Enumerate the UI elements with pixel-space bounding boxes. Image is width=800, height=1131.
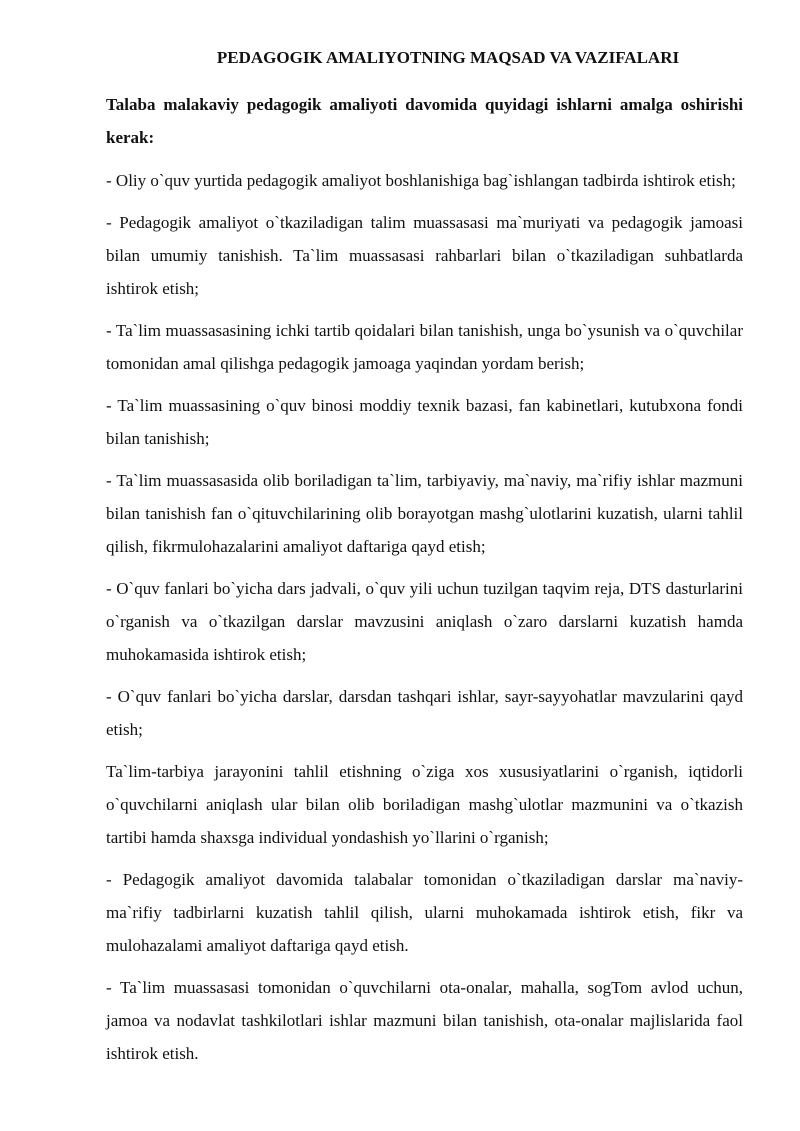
task-paragraph-7: - O`quv fanlari bo`yicha darslar, darsdan tashqari ishlar, sayr-sayyohatlar mavzularini qayd etish;	[106, 687, 743, 739]
task-paragraph-1: - Oliy o`quv yurtida pedagogik amaliyot boshlanishiga bag`ishlangan tadbirda ishtirok etish;	[106, 171, 736, 190]
document-body	[106, 88, 743, 1079]
task-paragraph-3: - Ta`lim muassasasining ichki tartib qoidalari bilan tanishish, unga bo`ysunish va o`quvchilar tomonidan amal qilishga pedagogik jamoaga yaqindan yordam berish;	[106, 321, 743, 373]
task-paragraph-9: - Pedagogik amaliyot davomida talabalar tomonidan o`tkaziladigan darslar ma`naviy-ma`rifiy tadbirlarni kuzatish tahlil qilish, ularni muhokamada ishtirok etish, fikr va mulohazalami amaliyot daftariga qayd etish.	[106, 870, 743, 955]
task-paragraph-5: - Ta`lim muassasasida olib boriladigan ta`lim, tarbiyaviy, ma`naviy, ma`rifiy ishlar mazmuni bilan tanishish fan o`qituvchilarining olib borayotgan mashg`ulotlarini kuzatish, ularni tahlil qilish, fikrmulohazalarini amaliyot daftariga qayd etish;	[106, 471, 743, 556]
task-paragraph-4: - Ta`lim muassasining o`quv binosi moddiy texnik bazasi, fan kabinetlari, kutubxona fondi bilan tanishish;	[106, 396, 743, 448]
page-title: PEDAGOGIK AMALIYOTNING MAQSAD VA VAZIFALARI	[216, 48, 680, 67]
task-paragraph-8: Ta`lim-tarbiya jarayonini tahlil etishning o`ziga xos xususiyatlarini o`rganish, iqtidorli o`quvchilarni aniqlash ular bilan olib boriladigan mashg`ulotlar mazmunini va o`tkazish tartibi hamda shaxsga individual yondashish yo`llarini o`rganish;	[106, 762, 743, 847]
task-paragraph-10: - Ta`lim muassasasi tomonidan o`quvchilarni ota-onalar, mahalla, sogTom avlod uchun, jamoa va nodavlat tashkilotlari ishlar mazmuni bilan tanishish, ota-onalar majlislarida faol ishtirok etish.	[106, 978, 743, 1063]
task-paragraph-6: - O`quv fanlari bo`yicha dars jadvali, o`quv yili uchun tuzilgan taqvim reja, DTS dasturlarini o`rganish va o`tkazilgan darslar mavzusini aniqlash o`zaro darslarni kuzatish hamda muhokamasida ishtirok etish;	[106, 579, 743, 664]
intro-paragraph: Talaba malakaviy pedagogik amaliyoti davomida quyidagi ishlarni amalga oshirishi kerak:	[106, 95, 743, 147]
task-paragraph-2: - Pedagogik amaliyot o`tkaziladigan talim muassasasi ma`muriyati va pedagogik jamoasi bilan umumiy tanishish. Ta`lim muassasasi rahbarlari bilan o`tkaziladigan suhbatlarda ishtirok etish;	[106, 213, 743, 298]
